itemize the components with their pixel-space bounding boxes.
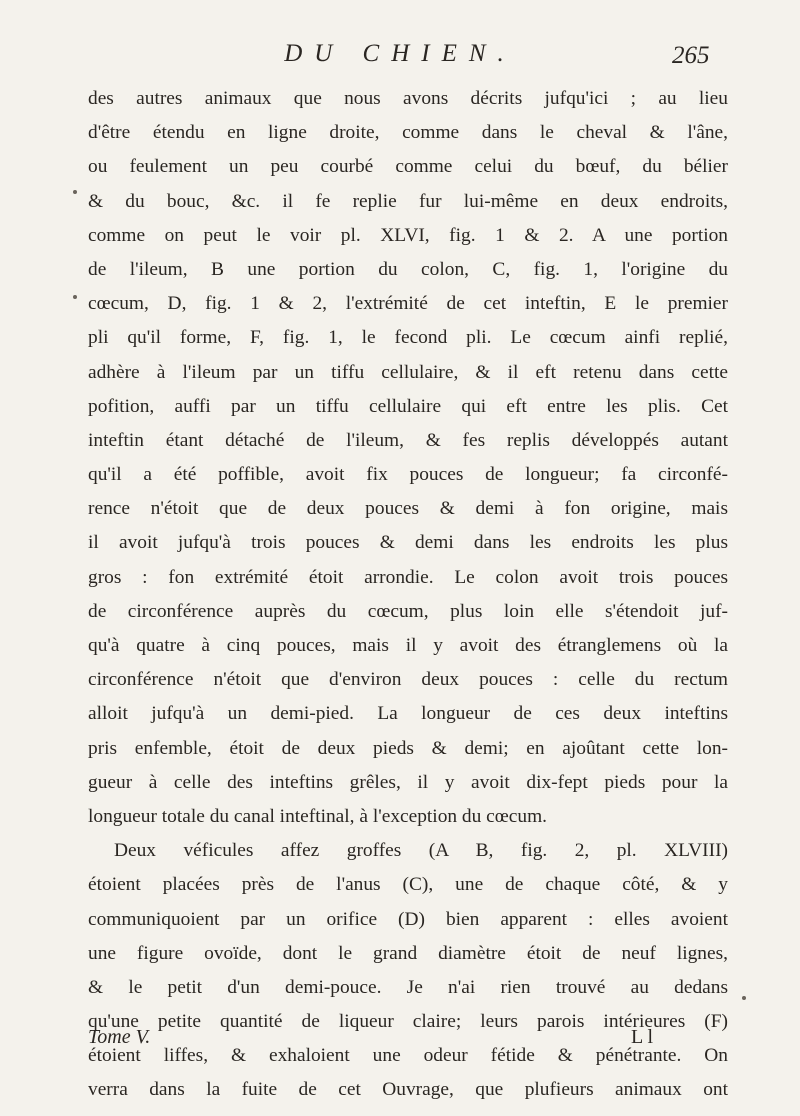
text-line: une figure ovoïde, dont le grand diamètre étoit de neuf lignes,: [88, 942, 728, 964]
text-line: étoient placées près de l'anus (C), une de chaque côté, & y: [88, 874, 728, 896]
page-footer: [88, 1024, 653, 1058]
text-line: circonférence n'étoit que d'environ deux pouces : celle du rectum: [88, 669, 728, 691]
text-line: alloit jufqu'à un demi-pied. La longueur de ces deux inteftins: [88, 703, 728, 725]
margin-dot: [73, 190, 77, 194]
text-line: verra dans la fuite de cet Ouvrage, que plufieurs animaux ont: [88, 1079, 728, 1101]
text-line: pris enfemble, étoit de deux pieds & demi; en ajoûtant cette lon-: [88, 737, 728, 759]
text-line: cœcum, D, fig. 1 & 2, l'extrémité de cet inteftin, E le premier: [88, 293, 728, 315]
text-line: de circonférence auprès du cœcum, plus loin elle s'étendoit juf-: [88, 600, 728, 622]
text-line: & le petit d'un demi-pouce. Je n'ai rien trouvé au dedans: [88, 976, 728, 998]
text-line: des autres animaux que nous avons décrits jufqu'ici ; au lieu: [88, 88, 728, 109]
text-line: étoient liffes, & exhaloient une odeur fétide & pénétrante. On: [88, 1045, 728, 1067]
volume-label: Tome V.: [88, 1026, 151, 1048]
signature-mark: L l: [630, 1026, 653, 1048]
text-line: & du bouc, &c. il fe replie fur lui-même en deux endroits,: [88, 190, 728, 212]
margin-dot: [742, 996, 746, 1000]
text-line: adhère à l'ileum par un tiffu cellulaire, & il eft retenu dans cette: [88, 361, 728, 383]
text-line: ou feulement un peu courbé comme celui du bœuf, du bélier: [88, 156, 728, 178]
text-line: gueur à celle des inteftins grêles, il y avoit dix-fept pieds pour la: [88, 771, 728, 793]
text-line: gros : fon extrémité étoit arrondie. Le colon avoit trois pouces: [88, 566, 728, 588]
running-head: DU CHIEN.: [284, 40, 516, 67]
text-line: il avoit jufqu'à trois pouces & demi dans les endroits les plus: [88, 532, 728, 554]
text-line: communiquoient par un orifice (D) bien apparent : elles avoient: [88, 908, 728, 930]
text-line: qu'une petite quantité de liqueur claire; leurs parois intérieures (F): [88, 1011, 728, 1033]
page-number: 265: [672, 42, 710, 69]
text-line: pli qu'il forme, F, fig. 1, le fecond pli. Le cœcum ainfi replié,: [88, 327, 728, 349]
text-line: rence n'étoit que de deux pouces & demi à fon origine, mais: [88, 498, 728, 520]
text-line: de l'ileum, B une portion du colon, C, fig. 1, l'origine du: [88, 258, 728, 280]
text-line: Deux véficules affez groffes (A B, fig. 2, pl. XLVIII): [114, 840, 728, 862]
text-line: comme on peut le voir pl. XLVI, fig. 1 & 2. A une portion: [88, 224, 728, 246]
text-line: longueur totale du canal inteftinal, à l'exception du cœcum.: [88, 805, 548, 827]
text-line: pofition, auffi par un tiffu cellulaire qui eft entre les plis. Cet: [88, 395, 728, 417]
margin-dot: [73, 295, 77, 299]
text-line: qu'à quatre à cinq pouces, mais il y avoit des étranglemens où la: [88, 635, 728, 656]
text-line: d'être étendu en ligne droite, comme dans le cheval & l'âne,: [88, 122, 728, 144]
body-text: [88, 82, 728, 1108]
text-line: qu'il a été poffible, avoit fix pouces de longueur; fa circonfé-: [88, 464, 728, 486]
text-line: inteftin étant détaché de l'ileum, & fes replis développés autant: [88, 429, 728, 451]
